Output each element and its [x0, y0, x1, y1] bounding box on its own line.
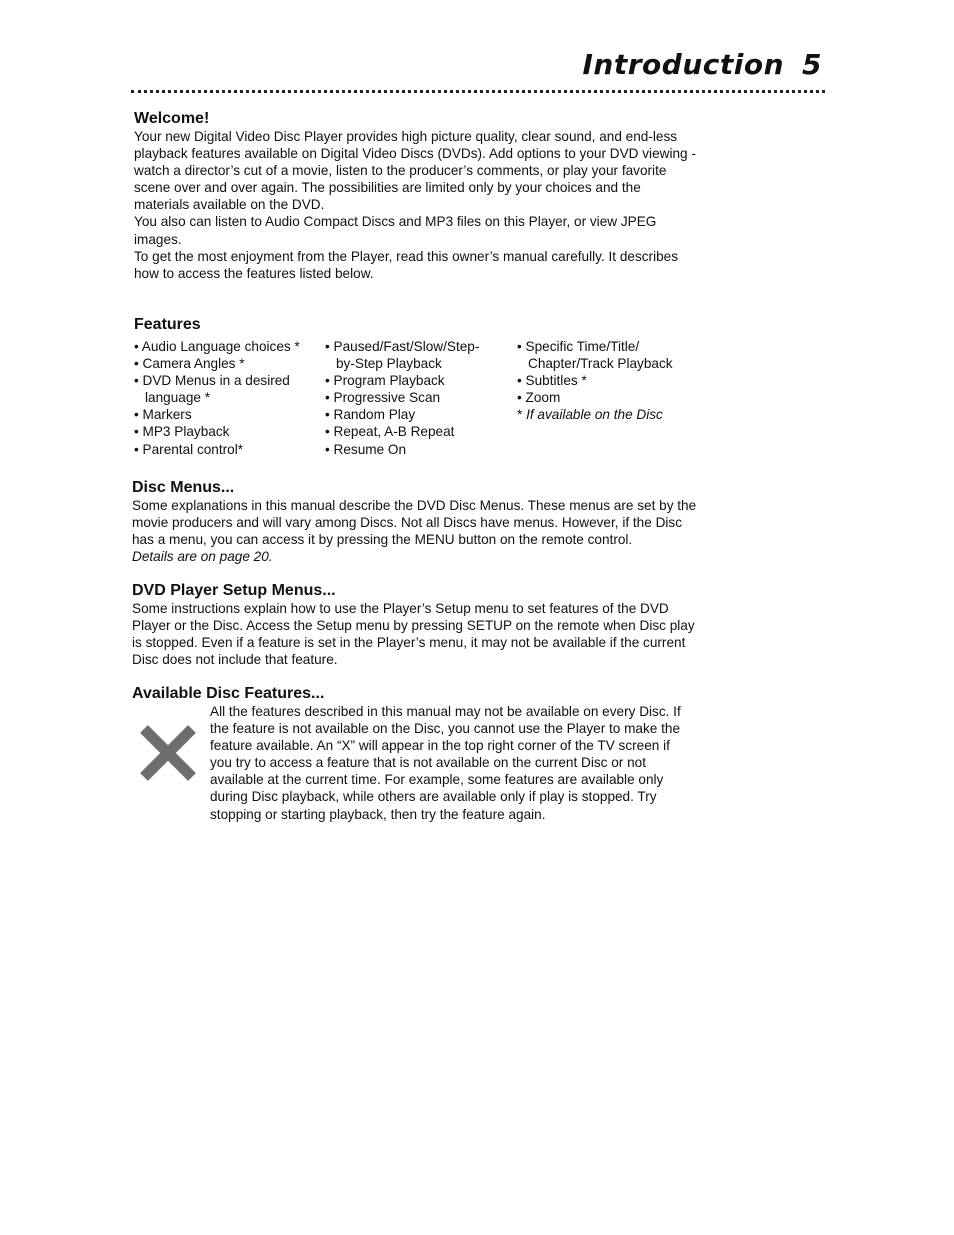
available-features-body	[132, 703, 697, 823]
setup-menus-section	[132, 582, 697, 668]
features-column-3	[517, 338, 707, 423]
feature-item: • Paused/Fast/Slow/Step-	[325, 339, 480, 354]
welcome-paragraph-2: You also can listen to Audio Compact Discs and MP3 files on this Player, or view JPEG images.	[134, 214, 657, 247]
page-number: 5	[802, 48, 822, 81]
feature-item: • Camera Angles *	[134, 356, 245, 372]
features-column-2	[325, 338, 515, 458]
features-section	[134, 316, 699, 458]
feature-item: • Program Playback	[325, 373, 445, 389]
footnote-text: If available on the Disc	[526, 407, 663, 423]
welcome-paragraph-1: Your new Digital Video Disc Player provides high picture quality, clear sound, and end-less playback features available on Digital Video Discs (DVDs). Add options to your DVD viewing - watch a director’s cut of a movie, listen to the producer’s comments, or play your favorite scene over and over again. The possibilities are limited only by your choices and the materials available on the DVD.	[134, 129, 696, 213]
disc-menus-note: Details are on page 20.	[132, 549, 273, 565]
footnote-star: *	[517, 407, 523, 423]
feature-item: • Progressive Scan	[325, 390, 441, 406]
chapter-title: Introduction	[582, 48, 785, 81]
welcome-heading: Welcome!	[134, 110, 210, 127]
disc-menus-text: Some explanations in this manual describe the DVD Disc Menus. These menus are set by the movie producers and will vary among Discs. Not all Discs have menus. However, if the Disc has a menu, you can access it by pressing the MENU button on the remote control.	[132, 498, 697, 548]
available-features-text: All the features described in this manual may not be available on every Disc. If the feature is not available on the Disc, you cannot use the Player to make the feature available. An “X” will appear in the top right corner of the TV screen if you try to access a feature that is not available on the current Disc or not available at the current time. For example, some features are available only during Disc playback, while others are available only if play is stopped. Try stopping or starting playback, then try the feature again.	[210, 704, 681, 822]
feature-item: • Audio Language choices *	[134, 339, 300, 354]
page-header	[583, 48, 823, 81]
feature-item: • Specific Time/Title/	[517, 339, 640, 354]
x-icon	[138, 723, 198, 783]
feature-item: • Parental control*	[134, 441, 244, 457]
features-footnote	[517, 406, 707, 423]
available-features-heading: Available Disc Features...	[132, 685, 325, 702]
feature-item-continued: Chapter/Track Playback	[528, 356, 673, 372]
disc-menus-section	[132, 479, 697, 565]
setup-menus-body: Some instructions explain how to use the Player’s Setup menu to set features of the DVD Player or the Disc. Access the Setup menu by pressing SETUP on the remote when Disc play is stopped. Even if a feature is set in the Player’s menu, it may not be available if the current Disc does not include that feature.	[132, 601, 695, 668]
feature-item: • DVD Menus in a desired	[134, 373, 290, 389]
feature-item: • Random Play	[325, 407, 416, 423]
setup-menus-heading: DVD Player Setup Menus...	[132, 582, 336, 599]
available-features-section	[132, 685, 697, 823]
feature-item: • MP3 Playback	[134, 424, 230, 440]
disc-menus-heading: Disc Menus...	[132, 479, 235, 496]
feature-item-continued: by-Step Playback	[336, 356, 442, 372]
feature-item: • Repeat, A-B Repeat	[325, 424, 455, 440]
feature-item: • Resume On	[325, 441, 407, 457]
feature-item: • Zoom	[517, 390, 561, 406]
feature-item-continued: language *	[145, 390, 211, 406]
features-list	[134, 338, 699, 458]
header-divider	[131, 90, 825, 93]
features-heading: Features	[134, 316, 201, 333]
disc-menus-body	[132, 497, 697, 565]
feature-item: • Markers	[134, 407, 192, 423]
welcome-section	[134, 110, 699, 282]
features-column-1	[134, 338, 324, 458]
feature-item: • Subtitles *	[517, 373, 587, 389]
welcome-paragraph-3: To get the most enjoyment from the Player, read this owner’s manual carefully. It describes how to access the features listed below.	[134, 248, 679, 281]
